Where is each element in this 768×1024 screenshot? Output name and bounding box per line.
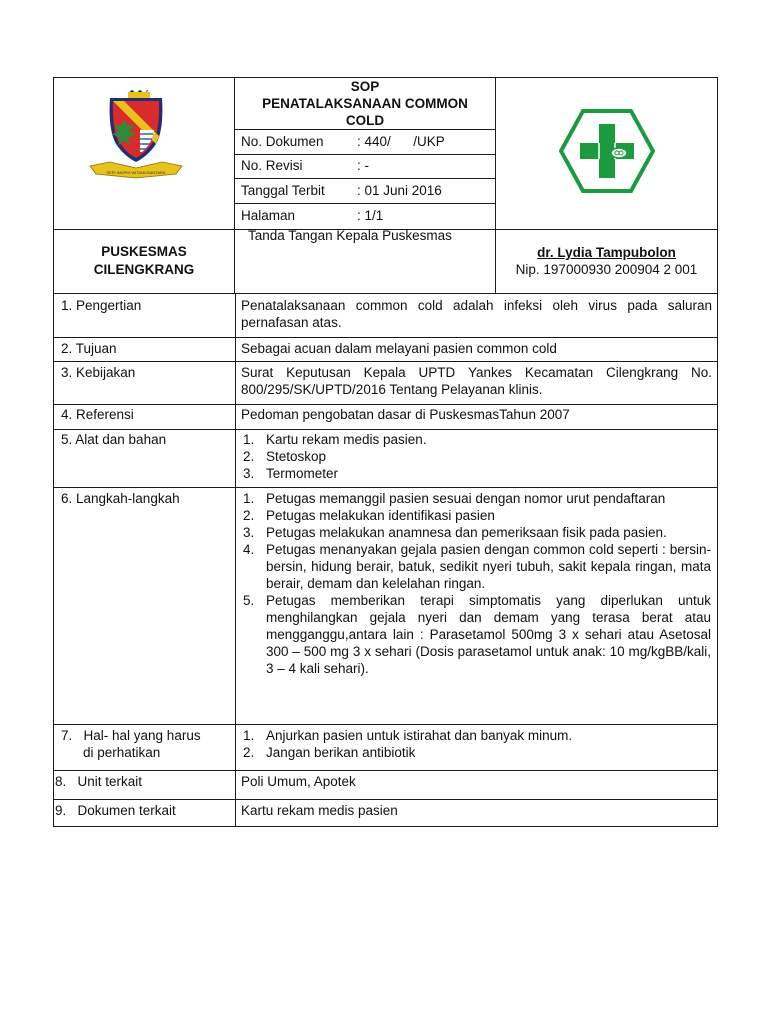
body-divider <box>235 293 236 827</box>
section-label-notes-line2: di perhatikan <box>83 745 161 760</box>
meta-value-issue-date: : 01 Juni 2016 <box>357 183 442 198</box>
section-text-related-documents: Kartu rekam medis pasien <box>241 803 398 818</box>
puskesmas-cross-icon <box>559 108 655 194</box>
list-item: 2. Jangan berikan antibiotik <box>243 745 416 760</box>
regency-crest-icon <box>88 90 184 182</box>
table-border-right <box>717 77 718 827</box>
section-text-reference: Pedoman pengobatan dasar di PuskesmasTahun 2007 <box>241 407 570 422</box>
sop-title-line1: SOP <box>350 79 380 94</box>
puskesmas-logo <box>559 108 655 194</box>
sop-title-line3: COLD <box>345 113 385 128</box>
regency-logo <box>88 90 184 182</box>
row-line-7 <box>53 770 718 771</box>
row-line-3 <box>53 404 718 405</box>
section-label-notes-line1: 7. Hal- hal yang harus <box>61 728 201 743</box>
header-divider-2 <box>495 77 496 229</box>
meta-line-3 <box>234 178 496 179</box>
section-text-purpose: Sebagai acuan dalam melayani pasien common cold <box>241 341 557 356</box>
section-label-related-units: 8. Unit terkait <box>55 774 143 789</box>
section-label-tools: 5. Alat dan bahan <box>61 432 167 447</box>
section-label-reference: 4. Referensi <box>61 407 134 422</box>
meta-line-1 <box>234 129 496 130</box>
row-line-8 <box>53 799 718 800</box>
tools-list <box>237 431 713 482</box>
row-line-2 <box>53 361 718 362</box>
list-item: 1. Petugas memanggil pasien sesuai dengan nomor urut pendaftaran <box>243 491 666 506</box>
table-border-left <box>53 77 54 827</box>
org-name-line1: PUSKESMAS <box>101 244 187 259</box>
section-label-definition: 1. Pengertian <box>61 298 142 313</box>
section-text-policy: Surat Keputusan Kepala UPTD Yankes Kecamatan Cilengkrang No. 800/295/SK/UPTD/2016 Tentang Pelayanan klinis. <box>241 365 712 397</box>
meta-value-page: : 1/1 <box>357 208 384 223</box>
list-item: 1. Anjurkan pasien untuk istirahat dan banyak minum. <box>243 728 573 743</box>
sig-bottom-line <box>53 293 718 294</box>
list-item: 1. Kartu rekam medis pasien. <box>243 432 427 447</box>
section-text-related-units: Poli Umum, Apotek <box>241 774 356 789</box>
meta-label-issue-date: Tanggal Terbit <box>241 183 325 198</box>
row-line-6 <box>53 724 718 725</box>
meta-line-4 <box>234 203 496 204</box>
list-item: 3. Petugas melakukan anamnesa dan pemeriksaan fisik pada pasien. <box>243 525 667 540</box>
sig-divider-1 <box>234 229 235 293</box>
row-line-1 <box>53 337 718 338</box>
regency-logo-text: SEPI INGPIH WITANUSANTARA <box>106 170 166 175</box>
meta-value-document: : 440/ /UKP <box>357 134 445 149</box>
list-item: 5. Petugas memberikan terapi simptomatis yang diperlukan untuk menghilangkan gejala nyeri dan demam yang terasa berat atau mengganggu,antara lain : Parasetamol 500mg 3 x sehari atau Asetosal 300 – 500 mg 3 x sehari (Dosis parasetamol untuk anak: 10 mg/kgBB/kali, 3 – 4 kali sehari). <box>243 593 711 676</box>
section-label-purpose: 2. Tujuan <box>61 341 117 356</box>
section-label-steps: 6. Langkah-langkah <box>61 491 180 506</box>
head-name: dr. Lydia Tampubolon <box>537 245 676 260</box>
list-item: 2. Petugas melakukan identifikasi pasien <box>243 508 495 523</box>
list-item: 2. Stetoskop <box>243 449 327 464</box>
notes-list <box>237 727 713 761</box>
org-name-line2: CILENGKRANG <box>93 262 195 277</box>
section-label-policy: 3. Kebijakan <box>61 365 136 380</box>
meta-label-revision: No. Revisi <box>241 158 303 173</box>
meta-value-revision: : - <box>357 158 369 173</box>
section-text-definition: Penatalaksanaan common cold adalah infeksi oleh virus pada saluran pernafasan atas. <box>241 298 712 330</box>
row-line-4 <box>53 429 718 430</box>
steps-list <box>237 490 711 677</box>
row-line-5 <box>53 487 718 488</box>
meta-label-page: Halaman <box>241 208 296 223</box>
sop-title-line2: PENATALAKSANAAN COMMON <box>262 96 468 111</box>
list-item: 4. Petugas menanyakan gejala pasien dengan common cold seperti : bersin-bersin, hidung berair, batuk, sedikit nyeri tubuh, sakit kepala ringan, mata berair, demam dan kelelahan ringan. <box>243 542 711 591</box>
list-item: 3. Termometer <box>243 466 339 481</box>
section-label-related-documents: 9. Dokumen terkait <box>55 803 176 818</box>
table-border-bottom <box>53 826 718 827</box>
meta-line-2 <box>234 154 496 155</box>
signature-caption: Tanda Tangan Kepala Puskesmas <box>248 228 452 243</box>
head-nip: Nip. 197000930 200904 2 001 <box>515 262 698 277</box>
meta-label-document: No. Dokumen <box>241 134 324 149</box>
